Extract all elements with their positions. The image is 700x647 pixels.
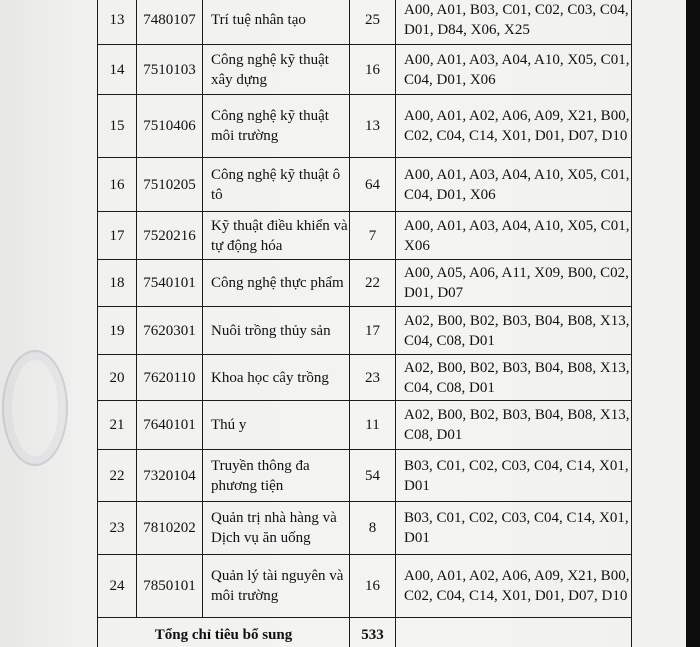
subject-combinations: B03, C01, C02, C03, C04, C14, X01, D01 — [396, 502, 632, 555]
total-empty-cell — [396, 618, 632, 647]
program-name: Kỹ thuật điều khiển và tự động hóa — [203, 212, 350, 260]
table-row — [98, 0, 632, 45]
admission-quota-table — [97, 0, 632, 647]
photo-dark-edge — [686, 0, 700, 647]
quota-value: 22 — [350, 260, 396, 307]
subject-combinations: A00, A01, B03, C01, C02, C03, C04, D01, D84, X06, X25 — [396, 0, 632, 45]
total-row — [98, 618, 632, 647]
table-row — [98, 355, 632, 401]
quota-value: 25 — [350, 0, 396, 45]
row-number: 15 — [98, 95, 137, 158]
table-row — [98, 450, 632, 502]
quota-value: 23 — [350, 355, 396, 401]
program-name: Trí tuệ nhân tạo — [203, 0, 350, 45]
row-number: 19 — [98, 307, 137, 355]
program-code: 7480107 — [137, 0, 203, 45]
quota-value: 16 — [350, 45, 396, 95]
program-name: Quản trị nhà hàng và Dịch vụ ăn uống — [203, 502, 350, 555]
table-row — [98, 401, 632, 450]
program-code: 7850101 — [137, 555, 203, 618]
subject-combinations: A00, A05, A06, A11, X09, B00, C02, D01, D07 — [396, 260, 632, 307]
subject-combinations: A00, A01, A02, A06, A09, X21, B00, C02, C04, C14, X01, D01, D07, D10 — [396, 95, 632, 158]
row-number: 18 — [98, 260, 137, 307]
program-code: 7620301 — [137, 307, 203, 355]
quota-value: 13 — [350, 95, 396, 158]
quota-value: 64 — [350, 158, 396, 212]
quota-value: 17 — [350, 307, 396, 355]
subject-combinations: A00, A01, A03, A04, A10, X05, C01, X06 — [396, 212, 632, 260]
subject-combinations: A02, B00, B02, B03, B04, B08, X13, C08, D01 — [396, 401, 632, 450]
subject-combinations: A00, A01, A03, A04, A10, X05, C01, C04, D01, X06 — [396, 45, 632, 95]
row-number: 24 — [98, 555, 137, 618]
total-label: Tổng chỉ tiêu bổ sung — [98, 618, 350, 647]
table-row — [98, 555, 632, 618]
row-number: 14 — [98, 45, 137, 95]
row-number: 22 — [98, 450, 137, 502]
quota-value: 8 — [350, 502, 396, 555]
table-row — [98, 307, 632, 355]
faded-stamp — [2, 350, 68, 466]
row-number: 13 — [98, 0, 137, 45]
program-code: 7810202 — [137, 502, 203, 555]
quota-value: 16 — [350, 555, 396, 618]
program-name: Truyền thông đa phương tiện — [203, 450, 350, 502]
table-body — [98, 0, 632, 647]
row-number: 17 — [98, 212, 137, 260]
program-code: 7620110 — [137, 355, 203, 401]
program-code: 7510205 — [137, 158, 203, 212]
total-value: 533 — [350, 618, 396, 647]
program-code: 7640101 — [137, 401, 203, 450]
subject-combinations: A02, B00, B02, B03, B04, B08, X13, C04, C08, D01 — [396, 355, 632, 401]
table-row — [98, 260, 632, 307]
program-code: 7520216 — [137, 212, 203, 260]
program-name: Thú y — [203, 401, 350, 450]
subject-combinations: A00, A01, A03, A04, A10, X05, C01, C04, D01, X06 — [396, 158, 632, 212]
table-row — [98, 45, 632, 95]
program-name: Công nghệ kỹ thuật xây dựng — [203, 45, 350, 95]
program-code: 7510103 — [137, 45, 203, 95]
program-code: 7510406 — [137, 95, 203, 158]
quota-value: 11 — [350, 401, 396, 450]
table-row — [98, 212, 632, 260]
table-row — [98, 502, 632, 555]
program-name: Quản lý tài nguyên và môi trường — [203, 555, 350, 618]
subject-combinations: A02, B00, B02, B03, B04, B08, X13, C04, C08, D01 — [396, 307, 632, 355]
quota-value: 7 — [350, 212, 396, 260]
row-number: 20 — [98, 355, 137, 401]
program-name: Công nghệ kỹ thuật ô tô — [203, 158, 350, 212]
program-name: Công nghệ kỹ thuật môi trường — [203, 95, 350, 158]
table-row — [98, 158, 632, 212]
row-number: 16 — [98, 158, 137, 212]
row-number: 21 — [98, 401, 137, 450]
program-code: 7320104 — [137, 450, 203, 502]
subject-combinations: B03, C01, C02, C03, C04, C14, X01, D01 — [396, 450, 632, 502]
row-number: 23 — [98, 502, 137, 555]
quota-value: 54 — [350, 450, 396, 502]
program-name: Nuôi trồng thủy sản — [203, 307, 350, 355]
program-name: Công nghệ thực phẩm — [203, 260, 350, 307]
program-name: Khoa học cây trồng — [203, 355, 350, 401]
table-row — [98, 95, 632, 158]
subject-combinations: A00, A01, A02, A06, A09, X21, B00, C02, C04, C14, X01, D01, D07, D10 — [396, 555, 632, 618]
program-code: 7540101 — [137, 260, 203, 307]
